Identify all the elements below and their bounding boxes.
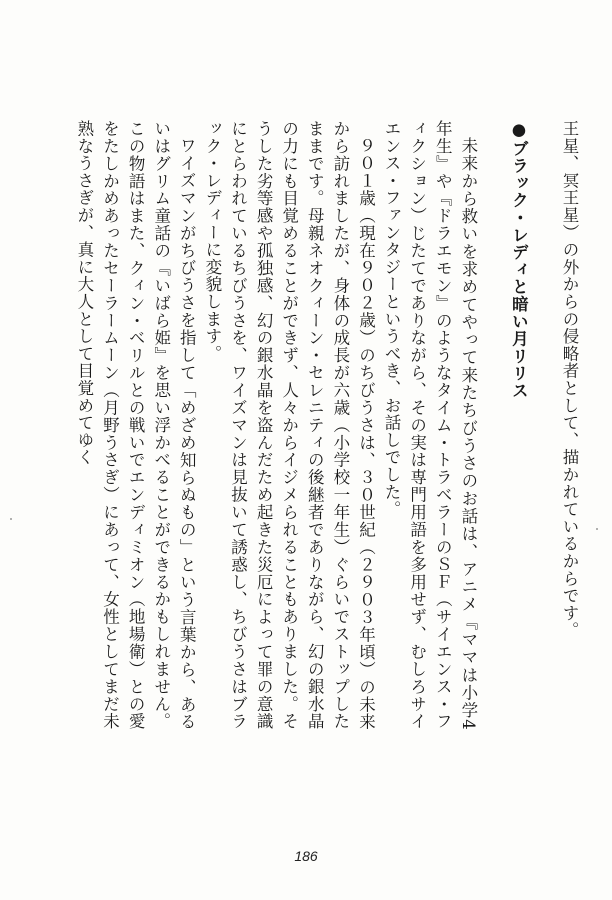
scan-speck [10,518,12,520]
paragraph: ワイズマンがちびうさを指して「めざめ知らぬもの」という言葉から、あるいはグリム童話の『いばら姫』を思い浮かべることができるかもしれません。この物語はまた、クィン・ベリルとの戦いでエンディミオン（地場衛）との愛をたしかめあったセーラームーン（月野うさぎ）にあって、女性としてまだ未熟なうさぎが、真に大人として目覚めてゆく [74,120,197,730]
vertical-text-body [22,120,582,730]
paragraph: ９０１歳（現在９０２歳）のちびうさは、３０世紀（２９０３年頃）の未来から訪れましたが、身体の成長が六歳（小学校一年生）ぐらいでストップしたままです。母親ネオクィーン・セレニティの後継者でありながら、幻の銀水晶の力にも目覚めることができず、人々からイジメられることもありました。そうした劣等感や孤独感、幻の銀水晶を盗んだため起きた災厄によって罪の意識にとらわれているちびうさを、ワイズマンは見抜いて誘惑し、ちびうさはブラック・レディーに変貌します。 [202,120,376,730]
scan-speck [596,528,598,530]
paragraph-continuation: 王星、冥王星）の外からの侵略者として、描かれているからです。 [560,120,579,639]
paragraph: 未来から救いを求めてやって来たちびうさのお話は、アニメ『ママは小学4年生』や『ドラエモン』のようなタイム・トラベラーのＳＦ（サイエンス・フィクション）じたてでありながら、その実は専門用語を多用せず、むしろサイエンス・ファンタジーというべき、お話しでした。 [382,120,478,730]
section-heading: ●ブラック・レディと暗い月リリス [509,120,529,400]
page-number: 186 [294,848,318,864]
